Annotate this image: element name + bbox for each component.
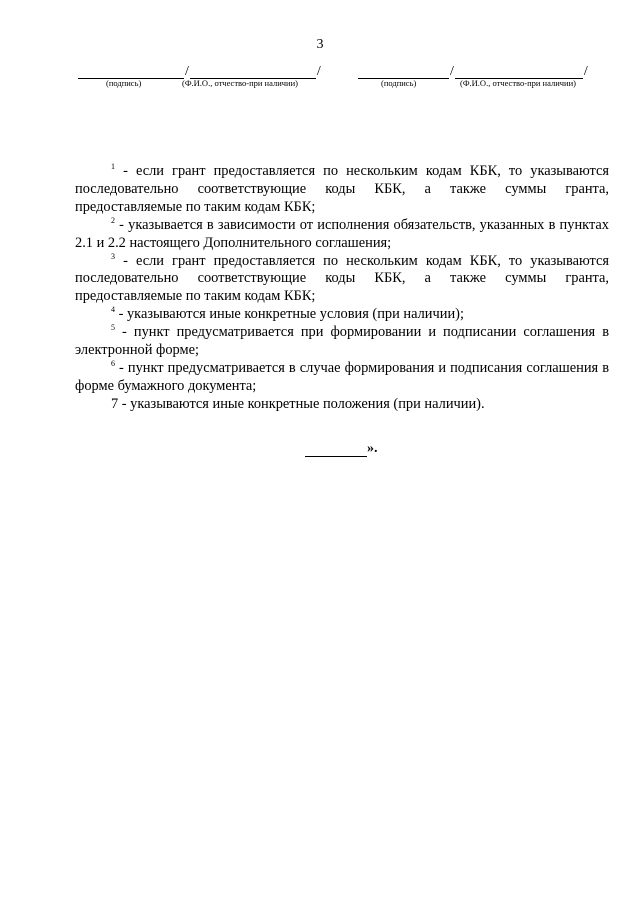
signature-caption: (подпись) [106, 78, 142, 88]
signature-blank [358, 65, 449, 79]
name-blank [455, 65, 583, 79]
footnote [75, 306, 609, 324]
footnote-mark: 2 [111, 215, 115, 225]
footnote-text: - если грант предоставляется по нескольким кодам КБК, то указываются последовательно соответствующие коды КБК, а также суммы гранта, предоставляемые по таким кодам КБК; [75, 163, 609, 215]
signature-caption: (подпись) [381, 78, 417, 88]
footnote [75, 253, 609, 307]
footnote-mark: 3 [111, 251, 115, 261]
signature-blank [78, 65, 184, 79]
footnotes [75, 163, 609, 414]
closing-quote: ». [367, 441, 378, 456]
separator-slash: / [316, 64, 321, 79]
footnote-mark: 1 [111, 162, 115, 171]
separator-slash: / [450, 64, 454, 79]
name-caption: (Ф.И.О., отчество-при наличии) [182, 78, 298, 88]
footnote-mark: 5 [111, 323, 115, 333]
footnote-mark: 6 [111, 358, 115, 368]
footnote [75, 396, 609, 414]
separator-slash: / [185, 64, 189, 79]
signature-line-right [358, 63, 589, 79]
footnote [75, 360, 609, 396]
footnote [75, 324, 609, 360]
footnote-text: - пункт предусматривается при формировании и подписании соглашения в электронной форме; [75, 324, 609, 359]
footnote [75, 217, 609, 253]
footnote-mark: 4 [111, 305, 115, 315]
separator-slash: / [583, 64, 588, 79]
closing-blank [305, 444, 367, 457]
footnote-text: 7 - указываются иные конкретные положения (при наличии). [111, 395, 485, 412]
name-caption: (Ф.И.О., отчество-при наличии) [460, 78, 576, 88]
footnote-text: - указываются иные конкретные условия (при наличии); [115, 306, 464, 323]
signature-line-left [78, 63, 322, 79]
name-blank [190, 65, 316, 79]
footnote-text: - пункт предусматривается в случае формирования и подписания соглашения в форме бумажного документа; [75, 359, 609, 394]
footnote-text: - указывается в зависимости от исполнения обязательств, указанных в пунктах 2.1 и 2.2 настоящего Дополнительного соглашения; [75, 216, 609, 251]
page-number: 3 [316, 37, 324, 52]
footnote-text: - если грант предоставляется по нескольким кодам КБК, то указываются последовательно соответствующие коды КБК, а также суммы гранта, предоставляемые по таким кодам КБК; [75, 252, 609, 305]
footnote [75, 163, 609, 217]
closing-line [305, 441, 378, 457]
